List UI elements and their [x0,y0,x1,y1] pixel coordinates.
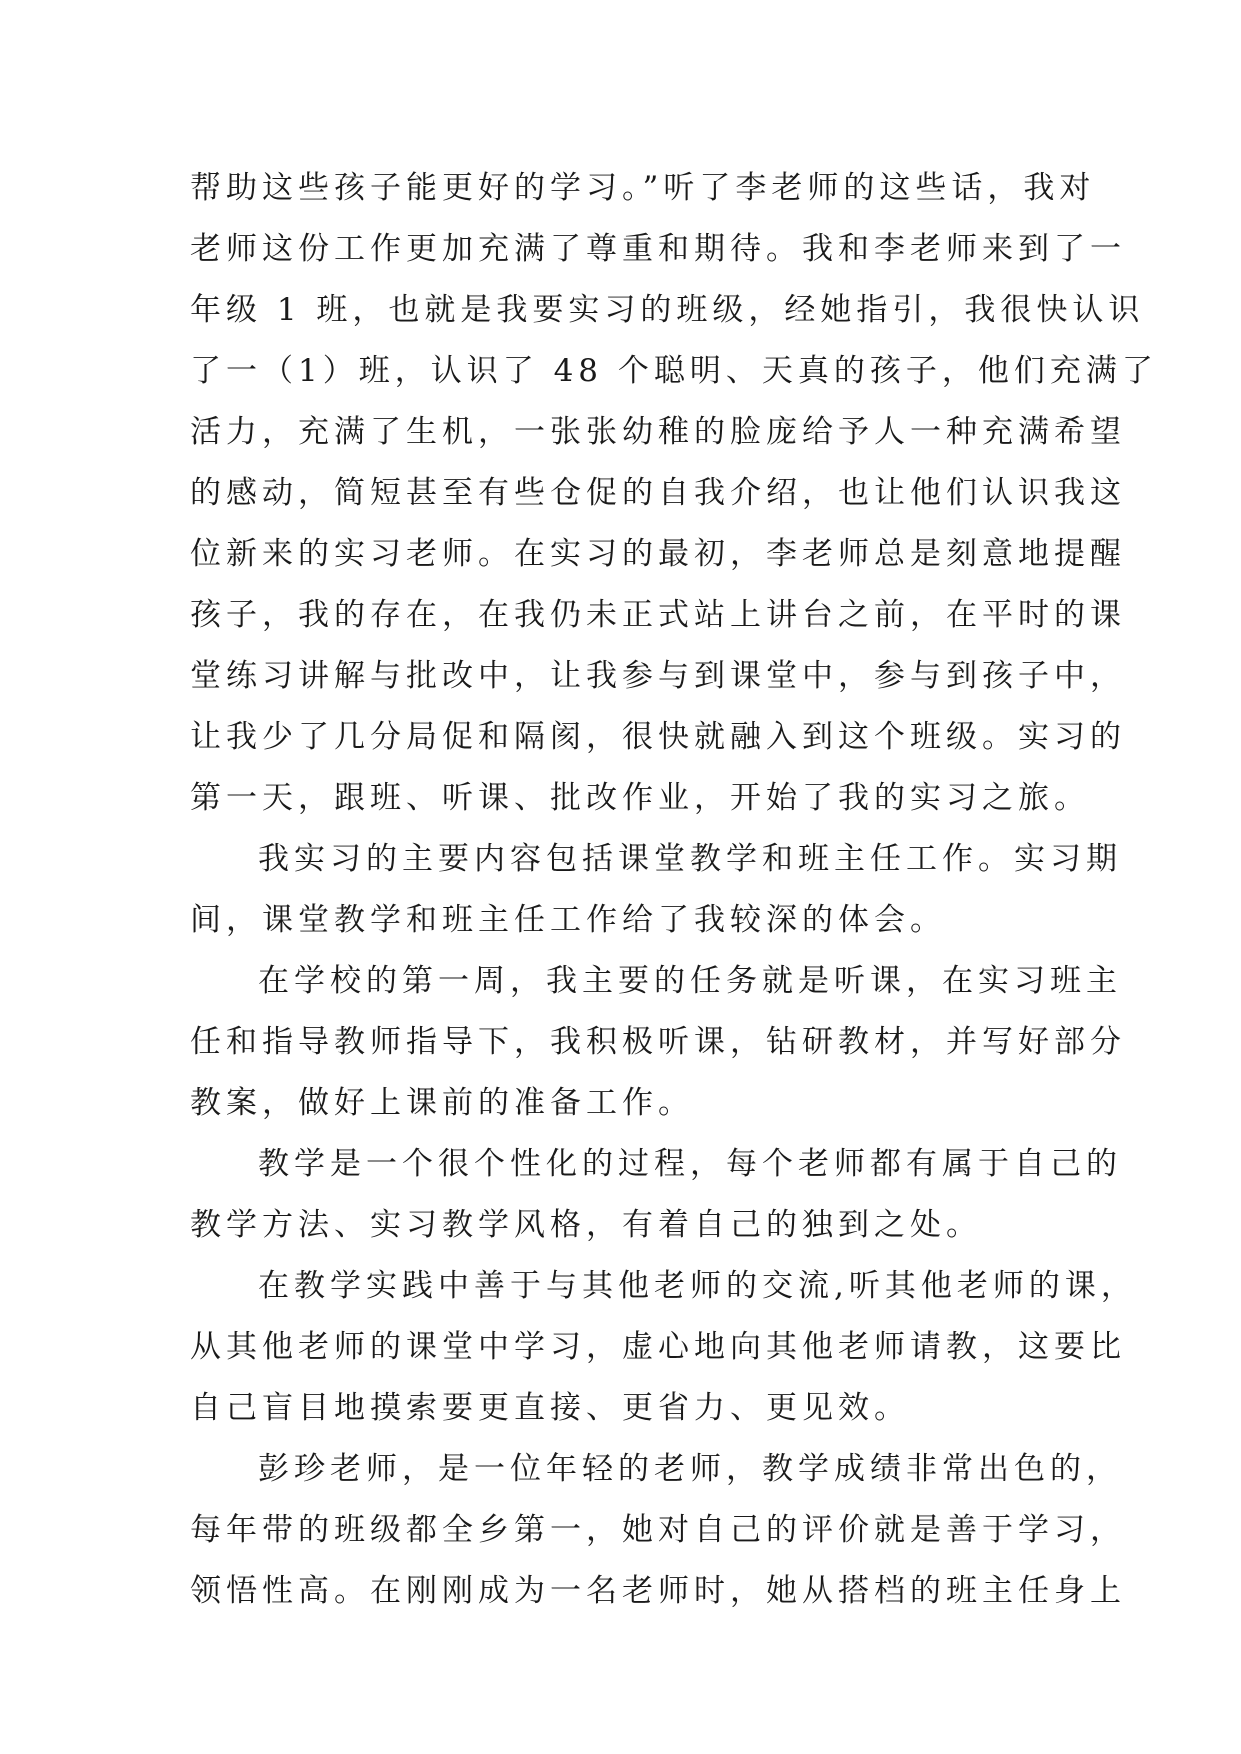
text-line: 位新来的实习老师。在实习的最初，李老师总是刻意地提醒 [190,536,1126,572]
text-line: 活力，充满了生机，一张张幼稚的脸庞给予人一种充满希望 [190,414,1126,450]
document-body [190,158,1158,1622]
text-line: 堂练习讲解与批改中，让我参与到课堂中，参与到孩子中， [190,658,1126,694]
text-line: 让我少了几分局促和隔阂，很快就融入到这个班级。实习的 [190,719,1126,755]
text-line: 从其他老师的课堂中学习，虚心地向其他老师请教，这要比 [190,1329,1126,1365]
text-line: 老师这份工作更加充满了尊重和期待。我和李老师来到了一 [190,231,1126,267]
text-line: 第一天，跟班、听课、批改作业，开始了我的实习之旅。 [190,780,1090,816]
paragraph-first-line: 我实习的主要内容包括课堂教学和班主任工作。实习期 [258,841,1122,877]
paragraph-first-line: 教学是一个很个性化的过程，每个老师都有属于自己的 [258,1146,1122,1182]
text-line: 帮助这些孩子能更好的学习。”听了李老师的这些话，我对 [190,170,1096,206]
paragraph-first-line: 在教学实践中善于与其他老师的交流,听其他老师的课， [258,1268,1137,1304]
paragraph-first-line: 在学校的第一周，我主要的任务就是听课，在实习班主 [258,963,1122,999]
text-line: 任和指导教师指导下，我积极听课，钻研教材，并写好部分 [190,1024,1126,1060]
text-line: 自己盲目地摸索要更直接、更省力、更见效。 [190,1390,910,1426]
text-line: 了一（1）班，认识了 48 个聪明、天真的孩子，他们充满了 [190,353,1158,389]
text-line: 孩子，我的存在，在我仍未正式站上讲台之前，在平时的课 [190,597,1126,633]
text-line: 教学方法、实习教学风格，有着自己的独到之处。 [190,1207,982,1243]
text-line: 领悟性高。在刚刚成为一名老师时，她从搭档的班主任身上 [190,1573,1126,1609]
paragraph-first-line: 彭珍老师，是一位年轻的老师，教学成绩非常出色的， [258,1451,1122,1487]
text-line: 的感动，简短甚至有些仓促的自我介绍，也让他们认识我这 [190,475,1126,511]
text-line: 每年带的班级都全乡第一，她对自己的评价就是善于学习， [190,1512,1126,1548]
text-line: 教案，做好上课前的准备工作。 [190,1085,694,1121]
text-line: 间，课堂教学和班主任工作给了我较深的体会。 [190,902,946,938]
text-line: 年级 1 班，也就是我要实习的班级，经她指引，我很快认识 [190,292,1145,328]
